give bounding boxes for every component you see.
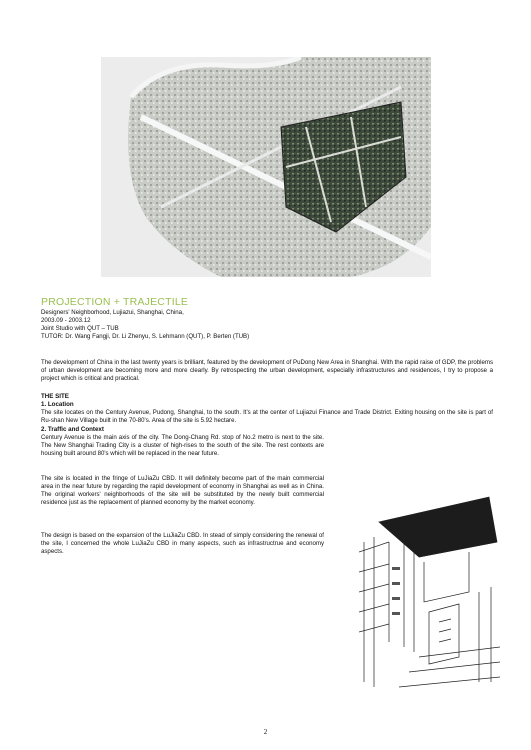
aerial-map-drawing	[101, 57, 431, 277]
meta-tutors: TUTOR: Dr. Wang Fangji, Dr. Li Zhenyu, S. Lehmann (QUT), P. Berten (TUB)	[41, 333, 250, 340]
site-heading: THE SITE	[41, 393, 69, 400]
meta-studio: Joint Studio with QUT – TUB	[41, 325, 119, 332]
location-paragraph: The site locates on the Century Avenue, Pudong, Shanghai, to the south. It's at the center of Lujiazui Finance and Trade District. Exiting housing on the site is part of Ru-shan New Village built in the 70-80's. Area of the site is 5.92 hectare.	[41, 409, 493, 425]
traffic-heading: 2. Traffic and Context	[41, 426, 104, 433]
design-paragraph: The design is based on the expansion of the LuJiaZu CBD. In stead of simply considering the renewal of the site, I concerned the whole LuJiaZu CBD in many aspects, such as infrastructrue and economy aspects.	[41, 532, 324, 556]
page-number: 2	[263, 728, 268, 736]
project-meta	[41, 309, 249, 341]
cbd-paragraph: The site is located in the fringe of LuJiaZu CBD. It will definitely become part of the main commercial area in the near future by regarding the rapid development of economy in Shanghai as well as in China. The original workers' neighborhoods of the site will be substituted by the newly built commercial residence just as the replacement of planned economy by the market economy.	[41, 475, 324, 507]
perspective-sketch	[359, 482, 500, 694]
intro-paragraph: The development of China in the last twenty years is brilliant, featured by the development of PuDong New Area in Shanghai. With the rapid raise of GDP, the problems of urban development are becoming more and more clearly. By retrospecting the urban development, especially infrastructures and residences, I try to propose a project which is critical and practical.	[41, 359, 493, 383]
aerial-site-map	[101, 57, 431, 277]
project-title: PROJECTION + TRAJECTILE	[41, 296, 189, 308]
meta-location: Designers' Neighborhood, Lujiazui, Shanghai, China,	[41, 309, 184, 316]
sketch-drawing	[359, 482, 500, 694]
meta-dates: 2003.09 - 2003.12	[41, 317, 91, 324]
traffic-paragraph: Century Avenue is the main axis of the city. The Dong-Chang Rd. stop of No.2 metro is next to the site. The New Shanghai Trading City is a cluster of high-rises to the south of the site. The rest contexts are housing built around 80's which will be replaced in the near future.	[41, 434, 324, 458]
location-heading: 1. Location	[41, 401, 74, 408]
